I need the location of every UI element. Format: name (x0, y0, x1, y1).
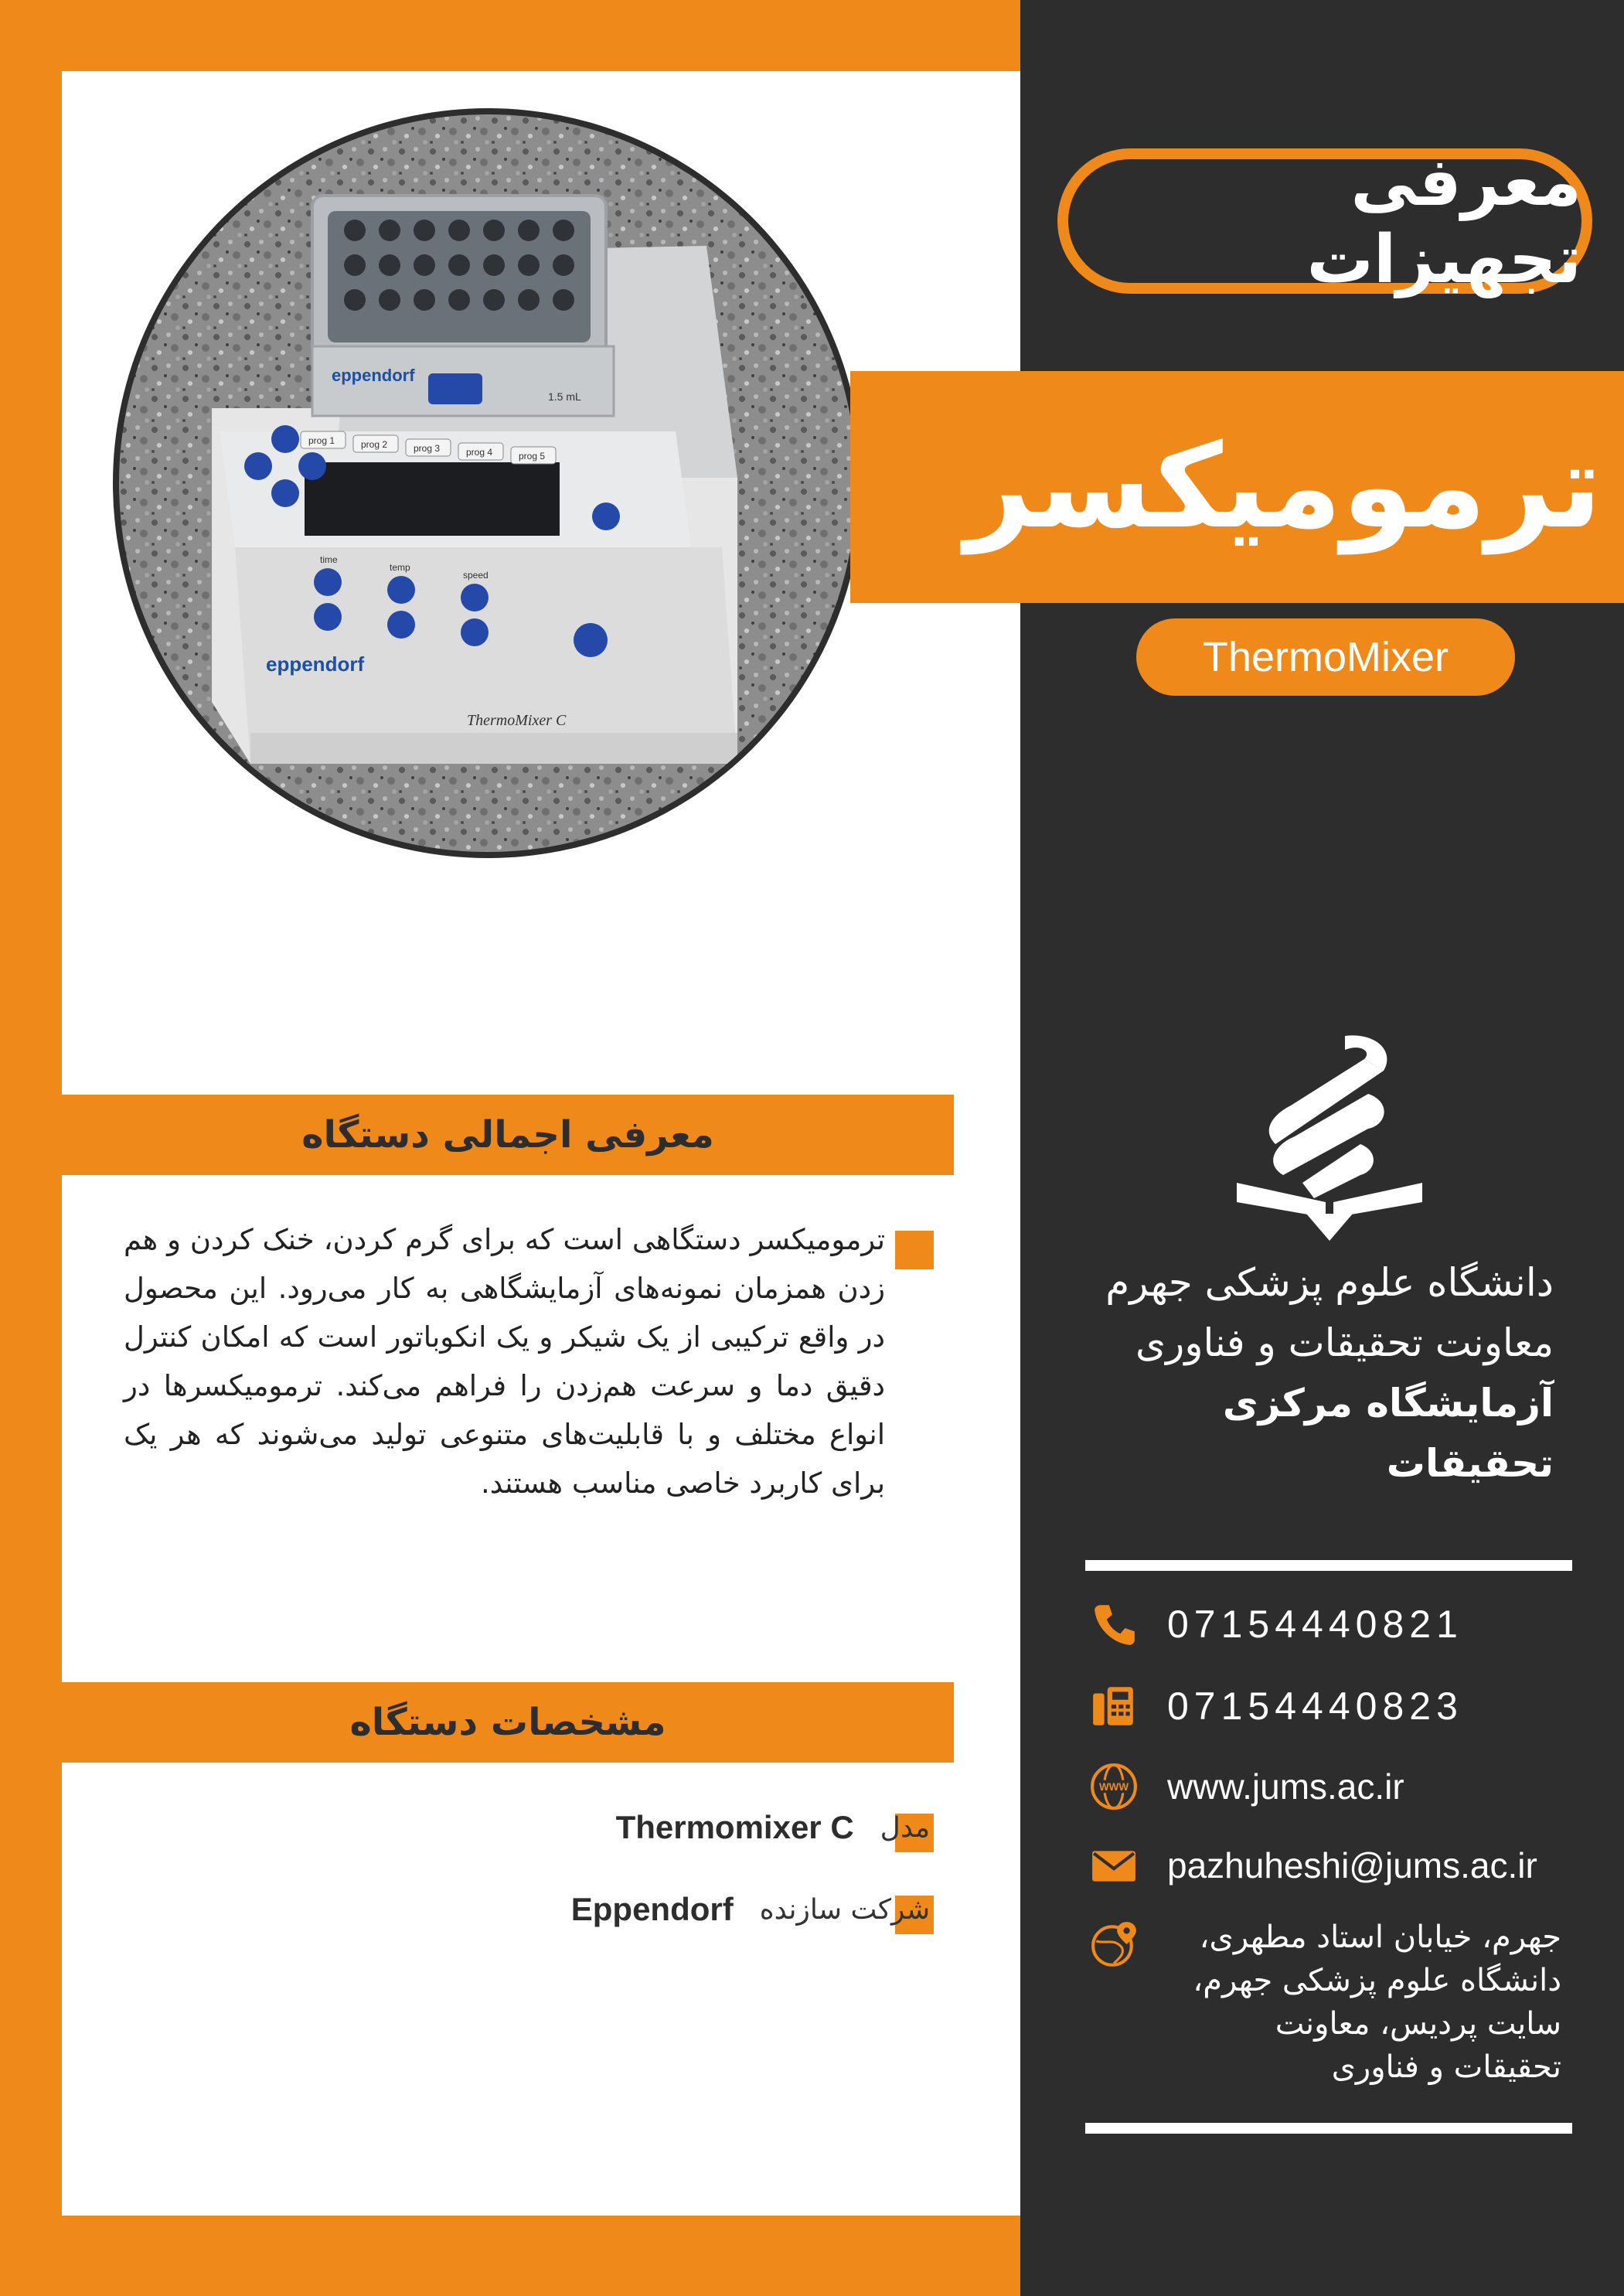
key-label-temp: temp (390, 562, 410, 573)
intro-heading: معرفی اجمالی دستگاه (62, 1095, 954, 1175)
phone-number[interactable]: 07154440821 (1167, 1603, 1463, 1646)
key-label-speed: speed (463, 570, 489, 581)
prog-button-1: prog 1 (308, 435, 335, 446)
org-line-3: آزمایشگاه مرکزی تحقیقات (1222, 1381, 1554, 1486)
block-volume: 1.5 mL (548, 390, 581, 403)
email-link[interactable]: pazhuheshi@jums.ac.ir (1167, 1845, 1537, 1886)
intro-text: ترمومیکسر دستگاهی است که برای گرم کردن، خنک کردن و هم زدن همزمان نمونه‌های آزمایشگاهی به کار می‌رود. این محصول در واقع ترکیبی از یک شیکر و یک انکوباتور است که امکان کنترل دقیق دما و سرعت هم‌زدن را فراهم می‌کند. ترمومیکسرها در انواع مختلف و با قابلیت‌های متنوعی تولید می‌شوند که هر یک برای کاربرد خاصی مناسب هستند. (124, 1223, 885, 1500)
prog-button-2: prog 2 (361, 439, 388, 450)
spec-value-maker: Eppendorf (570, 1891, 734, 1927)
spec-row-model (616, 1809, 930, 1846)
front-model: ThermoMixer C (467, 712, 567, 729)
divider-top (1085, 1560, 1572, 1571)
specs-heading: مشخصات دستگاه (62, 1682, 954, 1763)
thermomixer-illustration (119, 114, 856, 852)
prog-button-3: prog 3 (414, 443, 441, 454)
divider-bottom (1085, 2123, 1572, 2134)
organization-block (1067, 1252, 1554, 1494)
prog-button-5: prog 5 (519, 451, 546, 462)
intro-bullet (895, 1231, 934, 1269)
device-title-en: ThermoMixer (1136, 618, 1515, 696)
mail-icon (1090, 1841, 1138, 1889)
spec-label-maker: شرکت سازنده (759, 1893, 930, 1926)
contact-website[interactable] (1090, 1763, 1569, 1811)
spec-label-model: مدل (880, 1811, 930, 1844)
device-title-fa: ترمومیکسر (850, 371, 1624, 603)
contact-email[interactable] (1090, 1841, 1569, 1889)
contact-fax[interactable] (1090, 1682, 1569, 1730)
product-photo (113, 108, 863, 858)
org-line-1: دانشگاه علوم پزشکی جهرم (1105, 1260, 1554, 1305)
fax-icon (1090, 1682, 1138, 1730)
location-globe-icon (1090, 1920, 1138, 1968)
block-brand: eppendorf (332, 366, 415, 385)
spec-row-maker (571, 1891, 930, 1928)
contact-phone[interactable] (1090, 1600, 1569, 1648)
category-title: معرفی تجهیزات (1057, 148, 1592, 294)
globe-icon (1090, 1763, 1138, 1811)
fax-number[interactable]: 07154440823 (1167, 1685, 1463, 1728)
phone-icon (1090, 1600, 1138, 1648)
address-text: جهرم، خیابان استاد مطهری، دانشگاه علوم پزشکی جهرم، سایت پردیس، معاونت تحقیقات و فناوری (1193, 1920, 1561, 2085)
front-brand: eppendorf (266, 652, 365, 676)
university-logo (1229, 1028, 1430, 1245)
key-label-time: time (320, 554, 338, 565)
www-icon-text: WWW (1098, 1781, 1129, 1794)
org-line-2: معاونت تحقیقات و فناوری (1135, 1320, 1554, 1365)
spec-value-model: Thermomixer C (615, 1809, 854, 1845)
prog-button-4: prog 4 (466, 447, 493, 458)
website-link[interactable]: www.jums.ac.ir (1167, 1766, 1404, 1807)
